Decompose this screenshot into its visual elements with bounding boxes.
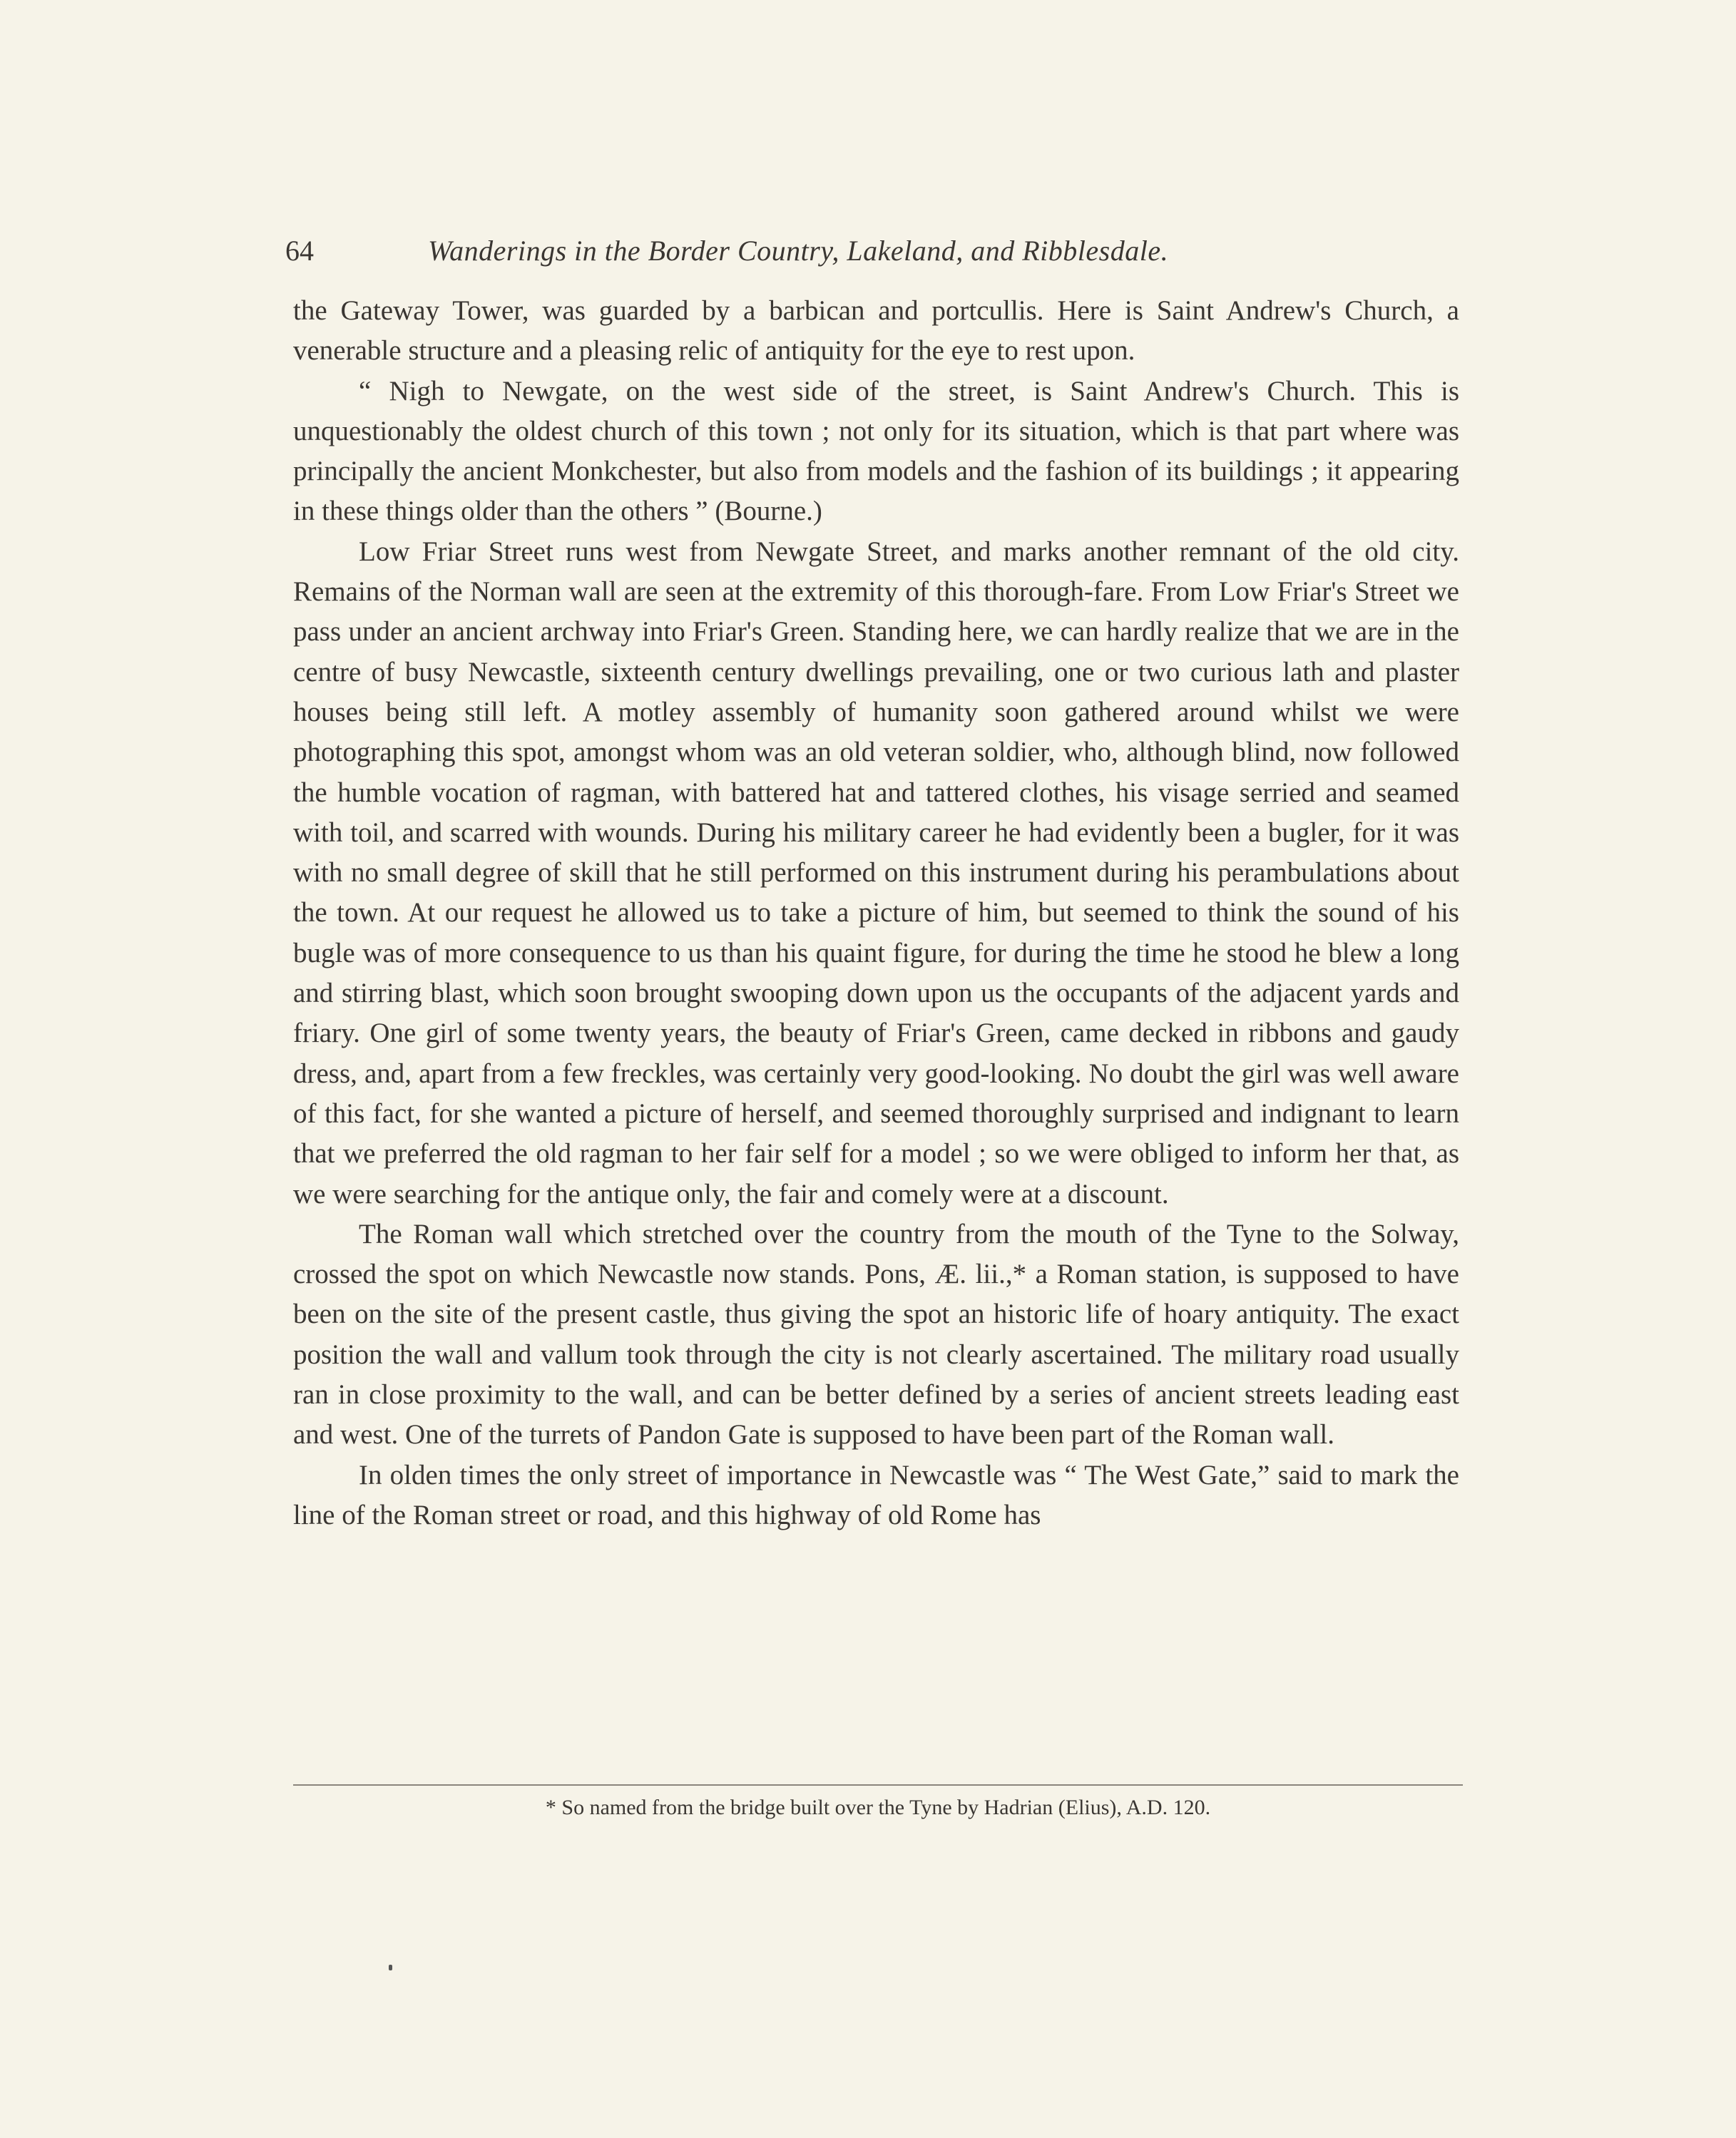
paragraph-low-friar-street: Low Friar Street runs west from Newgate Street, and marks another remnant of the old city. Remains of the Norman wall are seen at the extremity of this thorough-fare. From Low Friar's Street we pass under an ancient archway into Friar's Green. Standing here, we can hardly realize that we are in the centre of busy Newcastle, sixteenth century dwellings prevailing, one or two curious lath and plaster houses being still left. A motley assembly of humanity soon gathered around whilst we were photographing this spot, amongst whom was an old veteran soldier, who, although blind, now followed the humble vocation of ragman, with battered hat and tattered clothes, his visage serried and seamed with toil, and scarred with wounds. During his military career he had evidently been a bugler, for it was with no small degree of skill that he still performed on this instrument during his perambulations about the town. At our request he allowed us to take a picture of him, but seemed to think the sound of his bugle was of more consequence to us than his quaint figure, for during the time he stood he blew a long and stirring blast, which soon brought swooping down upon us the occupants of the adjacent yards and friary. One girl of some twenty years, the beauty of Friar's Green, came decked in ribbons and gaudy dress, and, apart from a few freckles, was certainly very good-looking. No doubt the girl was well aware of this fact, for she wanted a picture of herself, and seemed thoroughly surprised and indignant to learn that we preferred the old ragman to her fair self for a model ; so we were obliged to inform her that, as we were searching for the antique only, the fair and comely were at a discount.	[293, 536, 1459, 1209]
footnote-rule	[293, 1784, 1463, 1786]
paragraph-roman-wall: The Roman wall which stretched over the country from the mouth of the Tyne to the Solway, crossed the spot on which Newcastle now stands. Pons, Æ. lii.,* a Roman station, is supposed to have been on the site of the present castle, thus giving the spot an historic life of hoary antiquity. The exact position the wall and vallum took through the city is not clearly ascertained. The military road usually ran in close proximity to the wall, and can be better defined by a series of ancient streets leading east and west. One of the turrets of Pandon Gate is supposed to have been part of the Roman wall.	[293, 1218, 1459, 1451]
paragraph-bourne-quote: “ Nigh to Newgate, on the west side of the street, is Saint Andrew's Church. This is unquestionably the oldest church of this town ; not only for its situation, which is that part where was principally the ancient Monkchester, but also from models and the fashion of its buildings ; it appearing in these things older than the others ” (Bourne.)	[293, 375, 1459, 527]
paragraph-continued: the Gateway Tower, was guarded by a barbican and portcullis. Here is Saint Andrew's Church, a venerable structure and a pleasing relic of antiquity for the eye to rest upon.	[293, 295, 1459, 367]
ink-speck	[389, 1965, 392, 1970]
footnote: * So named from the bridge built over the Tyne by Hadrian (Elius), A.D. 120.	[545, 1796, 1211, 1819]
paragraph-west-gate: In olden times the only street of importance in Newcastle was “ The West Gate,” said to mark the line of the Roman street or road, and this highway of old Rome has	[293, 1459, 1459, 1530]
running-title: Wanderings in the Border Country, Lakeland, and Ribblesdale.	[428, 235, 1169, 267]
page-number: 64	[285, 235, 314, 267]
body-text	[293, 291, 1459, 1535]
running-head	[285, 230, 1462, 272]
